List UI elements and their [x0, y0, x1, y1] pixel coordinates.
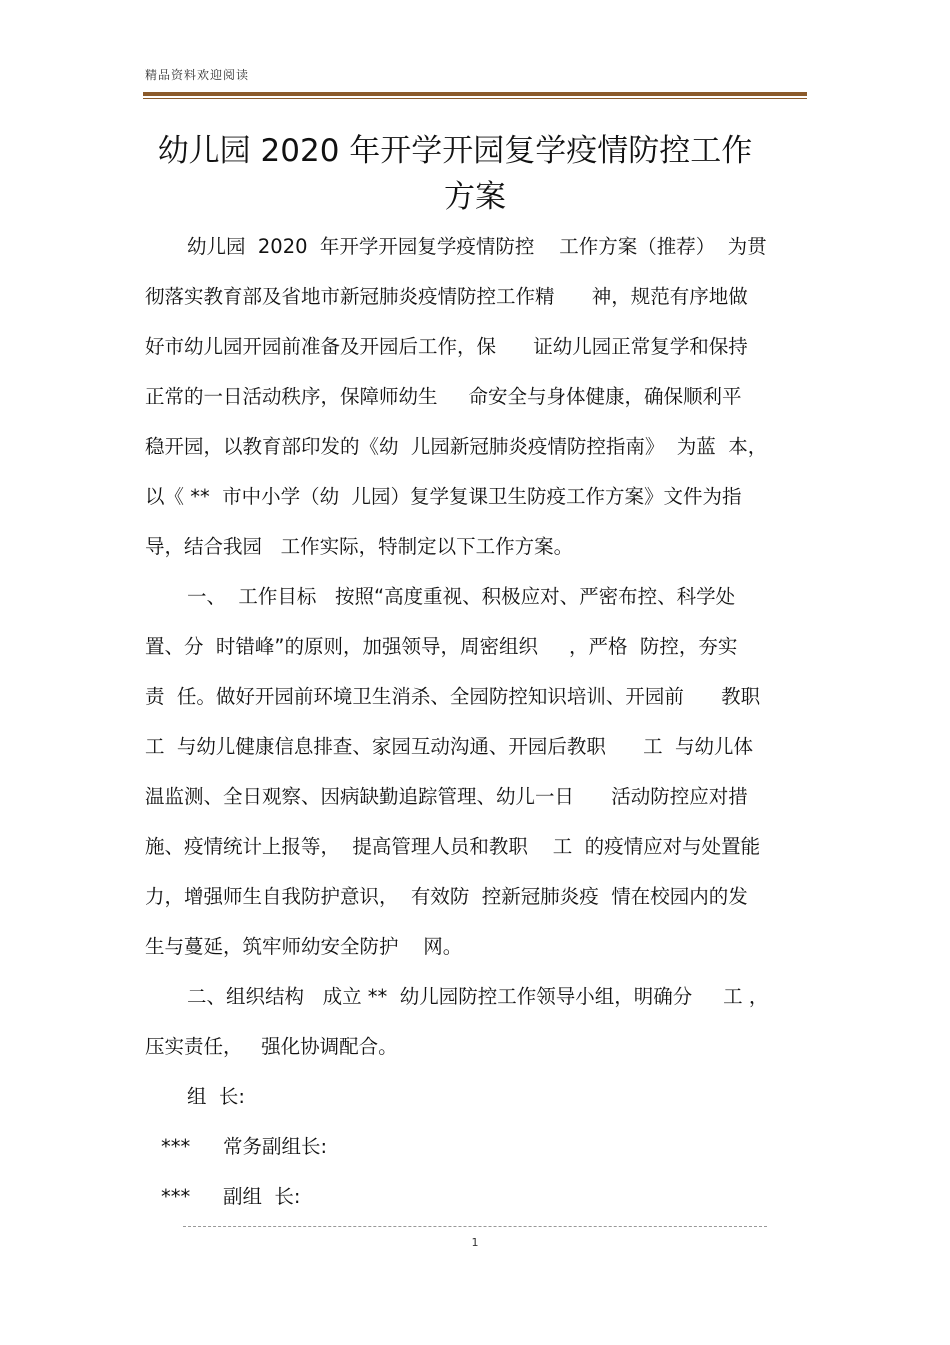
document-body	[145, 222, 805, 1222]
text-line: 压实责任， 强化协调配合。	[145, 1035, 398, 1058]
title-line-2: 方案	[444, 179, 506, 215]
text-line: 置、分 时错峰”的原则，加强领导，周密组织 ，严格 防控，夯实	[145, 635, 738, 658]
text-line: 施、疫情统计上报等， 提高管理人员和教职 工 的疫情应对与处置能	[145, 835, 761, 858]
text-line: 幼儿园 2020 年开学开园复学疫情防控 工作方案（推荐） 为贯	[187, 235, 767, 258]
text-line: 一、 工作目标 按照“高度重视、积极应对、严密布控、科学处	[187, 585, 736, 608]
text-line: 力，增强师生自我防护意识， 有效防 控新冠肺炎疫 情在校园内的发	[145, 885, 748, 908]
role-prefix: ***	[161, 1135, 191, 1158]
paragraph-organization	[145, 972, 805, 1022]
page-number: 1	[471, 1236, 479, 1249]
header-rule-thin	[143, 98, 807, 99]
text-line: 导，结合我园 工作实际，特制定以下工作方案。	[145, 535, 574, 558]
role-leader	[145, 1072, 805, 1122]
paragraph-intro	[145, 222, 805, 272]
role-label: 副组 长:	[223, 1185, 301, 1208]
page-header: 精品资料欢迎阅读	[145, 68, 250, 82]
text-line: 生与蔓延，筑牢师幼安全防护 网。	[145, 935, 463, 958]
role-deputy	[145, 1172, 805, 1222]
text-line: 温监测、全日观察、因病缺勤追踪管理、幼儿一日 活动防控应对措	[145, 785, 748, 808]
role-label: 常务副组长:	[223, 1135, 328, 1158]
text-line: 二、组织结构 成立 ** 幼儿园防控工作领导小组，明确分 工 ，	[187, 985, 769, 1008]
role-prefix: ***	[161, 1185, 191, 1208]
text-line: 彻落实教育部及省地市新冠肺炎疫情防控工作精 神，规范有序地做	[145, 285, 748, 308]
text-line: 责 任。做好开园前环境卫生消杀、全园防控知识培训、开园前 教职	[145, 685, 761, 708]
text-line: 稳开园，以教育部印发的《幼 儿园新冠肺炎疫情防控指南》 为蓝 本，	[145, 435, 768, 458]
header-rule-thick	[143, 92, 807, 96]
document-title	[143, 128, 807, 220]
footer-rule	[183, 1226, 767, 1227]
role-executive-deputy	[145, 1122, 805, 1172]
title-line-1: 幼儿园 2020 年开学开园复学疫情防控工作	[157, 133, 753, 169]
text-line: 以《 ** 市中小学（幼 儿园）复学复课卫生防疫工作方案》文件为指	[145, 485, 742, 508]
role-label: 组 长:	[187, 1085, 245, 1108]
paragraph-goals	[145, 572, 805, 622]
text-line: 正常的一日活动秩序，保障师幼生 命安全与身体健康，确保顺利平	[145, 385, 742, 408]
text-line: 工 与幼儿健康信息排查、家园互动沟通、开园后教职 工 与幼儿体	[145, 735, 753, 758]
text-line: 好市幼儿园开园前准备及开园后工作，保 证幼儿园正常复学和保持	[145, 335, 748, 358]
